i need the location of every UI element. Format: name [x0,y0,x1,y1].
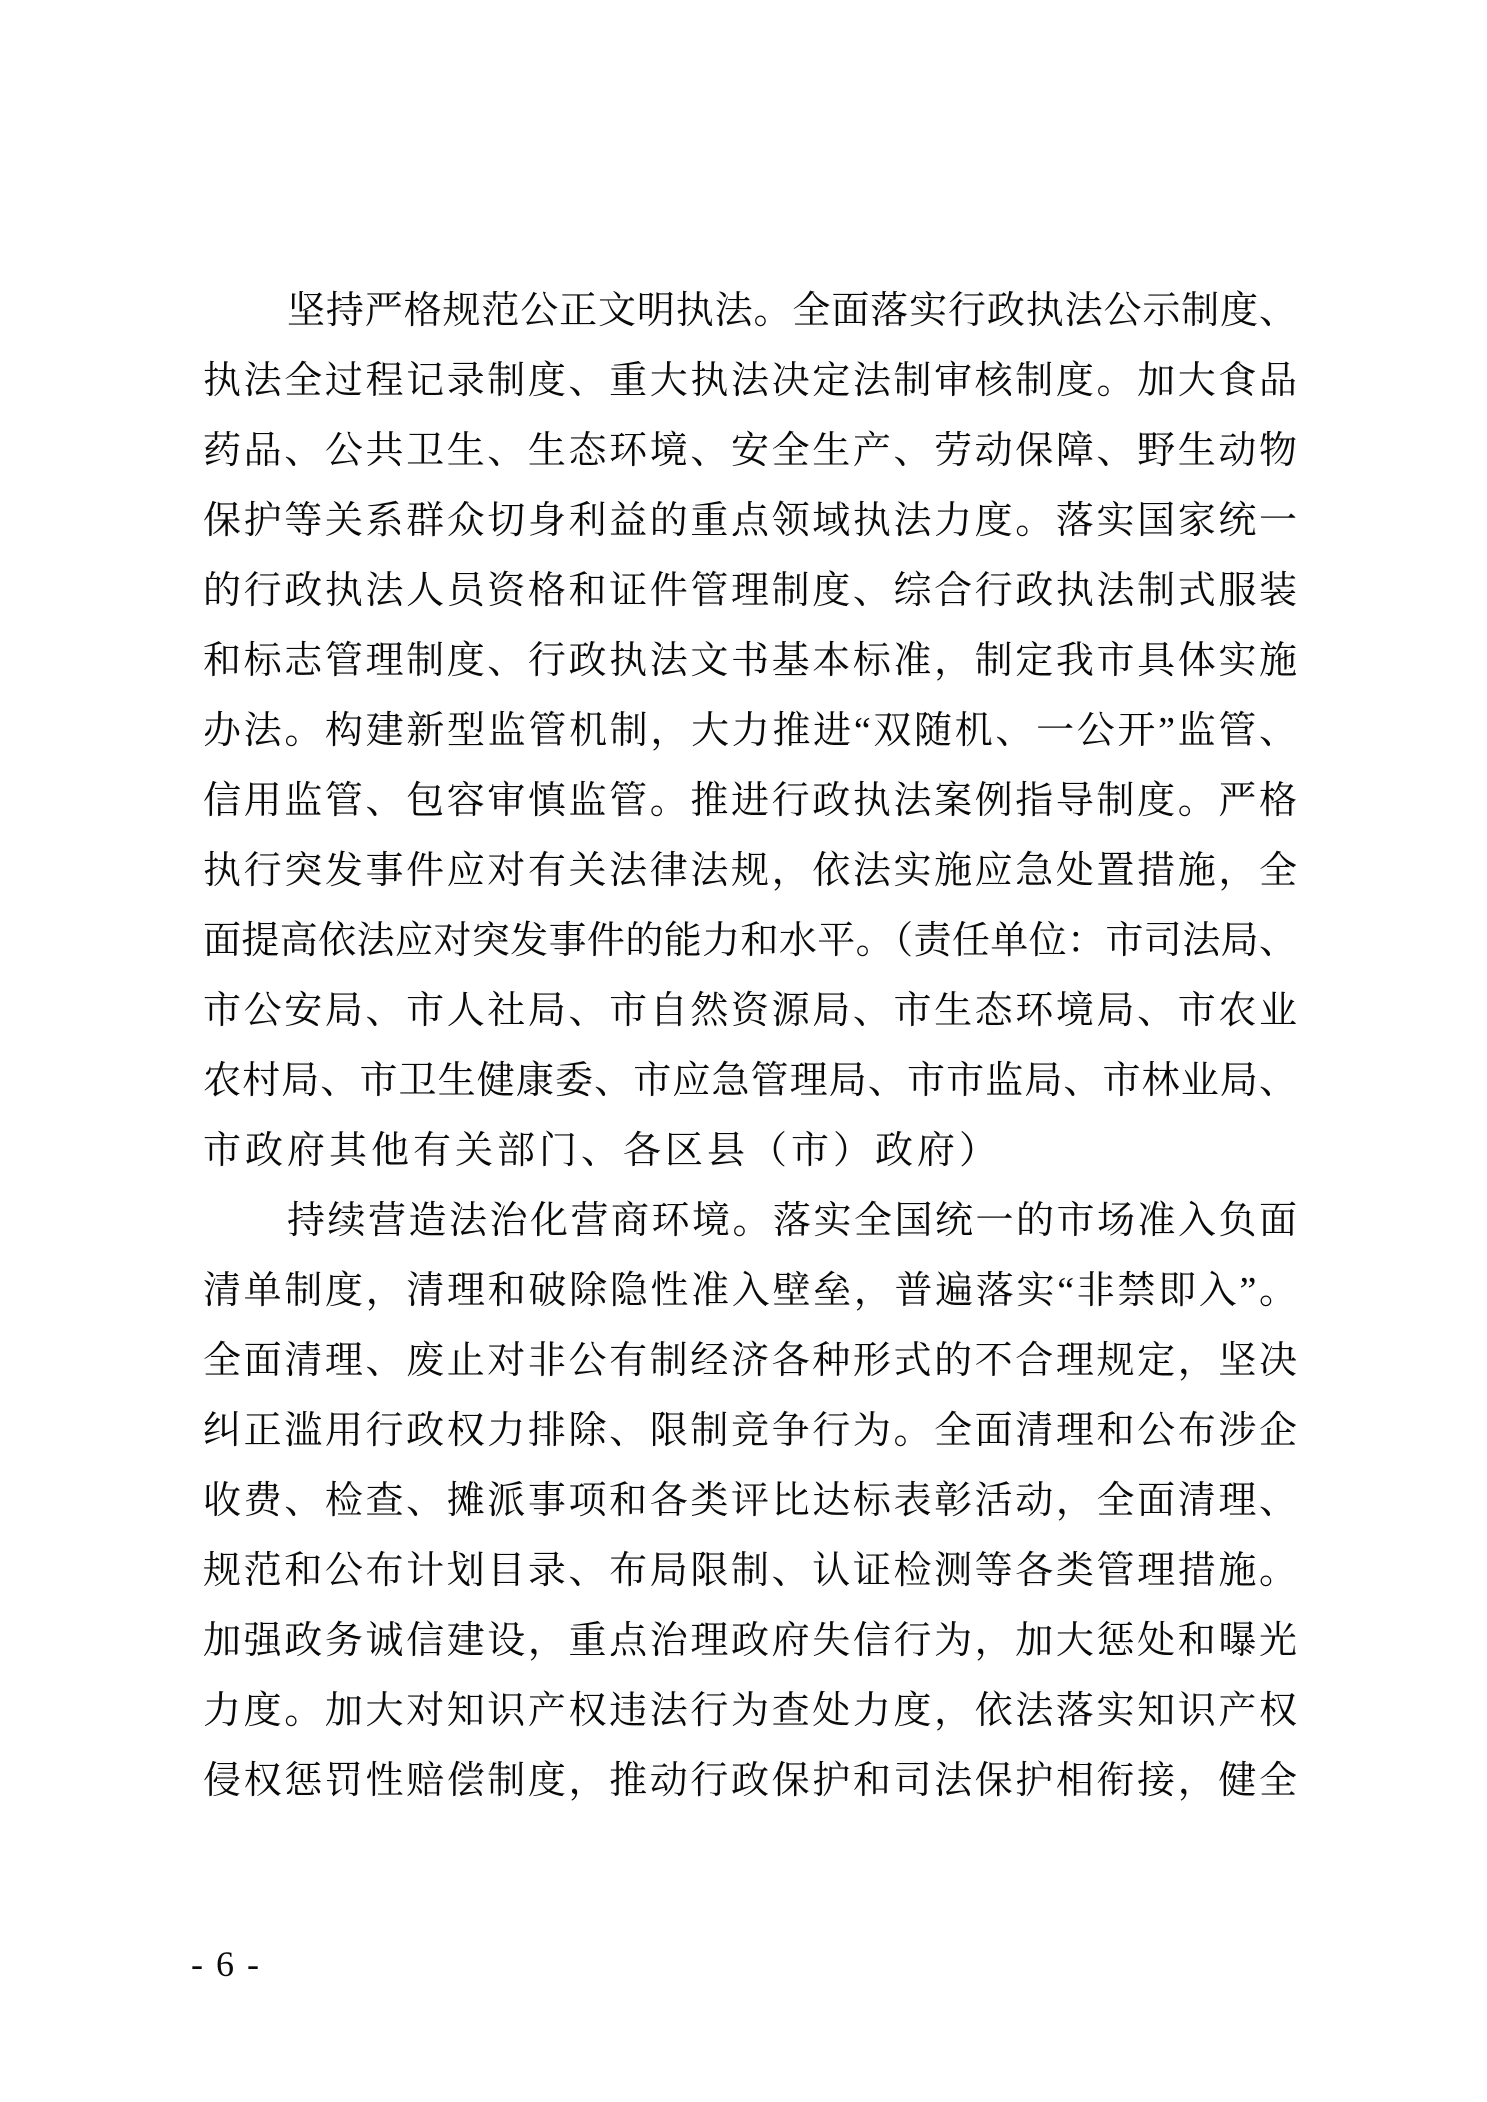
text-line: 纠正滥用行政权力排除、限制竞争行为。全面清理和公布涉企 [203,1410,1297,1452]
text-line: 全面清理、废止对非公有制经济各种形式的不合理规定，坚决 [203,1340,1297,1382]
page-number: - 6 - [191,1944,261,1984]
text-line: 清单制度，清理和破除隐性准入壁垒，普遍落实“非禁即入”。 [203,1270,1297,1312]
text-line: 面提高依法应对突发事件的能力和水平。（责任单位：市司法局、 [203,920,1297,962]
text-line: 侵权惩罚性赔偿制度，推动行政保护和司法保护相衔接，健全 [203,1760,1297,1802]
text-line: 坚持严格规范公正文明执法。全面落实行政执法公示制度、 [287,290,1297,332]
text-line: 和标志管理制度、行政执法文书基本标准，制定我市具体实施 [203,640,1297,682]
text-line: 执法全过程记录制度、重大执法决定法制审核制度。加大食品 [203,360,1297,402]
text-line: 信用监管、包容审慎监管。推进行政执法案例指导制度。严格 [203,780,1297,822]
text-line: 力度。加大对知识产权违法行为查处力度，依法落实知识产权 [203,1690,1297,1732]
text-line: 持续营造法治化营商环境。落实全国统一的市场准入负面 [287,1200,1297,1242]
text-line: 市政府其他有关部门、各区县（市）政府） [203,1130,1002,1172]
text-line: 保护等关系群众切身利益的重点领域执法力度。落实国家统一 [203,500,1297,542]
text-line: 执行突发事件应对有关法律法规，依法实施应急处置措施，全 [203,850,1297,892]
text-line: 办法。构建新型监管机制，大力推进“双随机、一公开”监管、 [203,710,1297,752]
text-line: 规范和公布计划目录、布局限制、认证检测等各类管理措施。 [203,1550,1297,1592]
text-line: 的行政执法人员资格和证件管理制度、综合行政执法制式服装 [203,570,1297,612]
text-line: 加强政务诚信建设，重点治理政府失信行为，加大惩处和曝光 [203,1620,1297,1662]
text-line: 收费、检查、摊派事项和各类评比达标表彰活动，全面清理、 [203,1480,1297,1522]
text-line: 药品、公共卫生、生态环境、安全生产、劳动保障、野生动物 [203,430,1297,472]
text-line: 市公安局、市人社局、市自然资源局、市生态环境局、市农业 [203,990,1297,1032]
document-body [203,276,1297,1816]
text-line: 农村局、市卫生健康委、市应急管理局、市市监局、市林业局、 [203,1060,1297,1102]
